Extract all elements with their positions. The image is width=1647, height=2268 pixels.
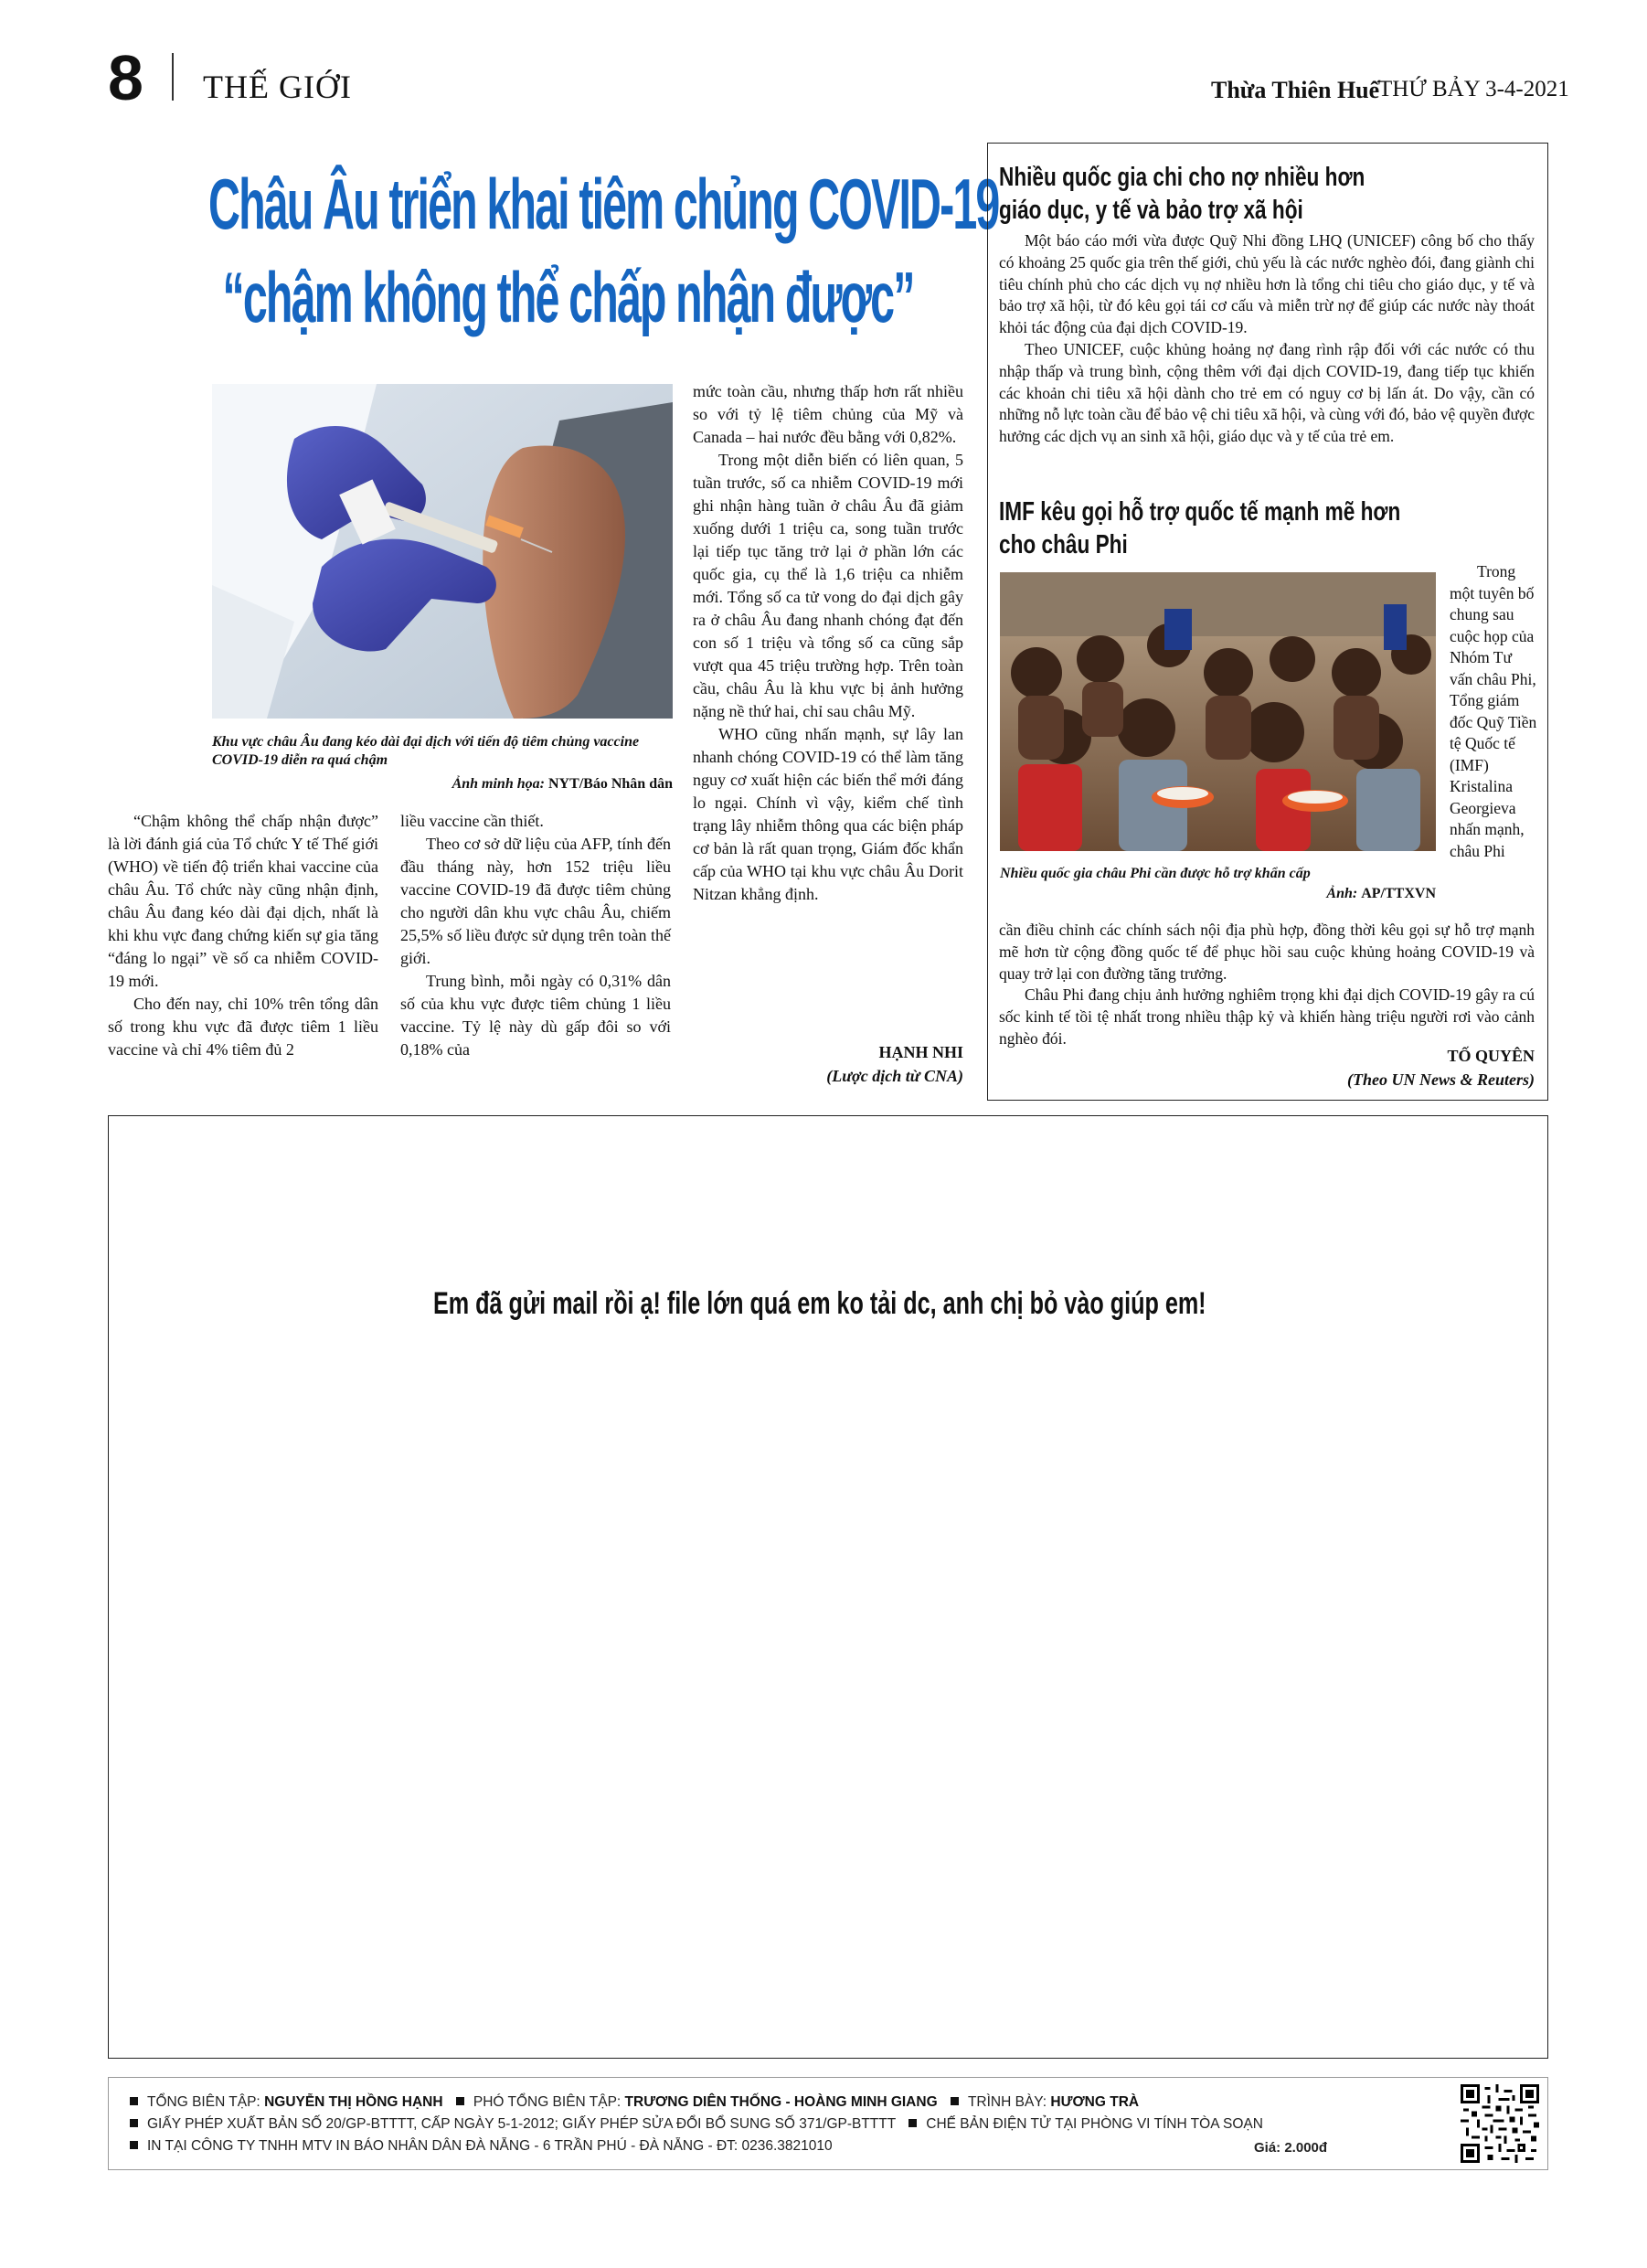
footer-printer: IN TẠI CÔNG TY TNHH MTV IN BÁO NHÂN DÂN ĐÀ NẴNG - 6 TRẦN PHÚ - ĐÀ NẴNG - ĐT: 0236.3821010 xyxy=(147,2138,833,2154)
sidebar-article2-headline xyxy=(999,495,1400,561)
paragraph: Cho đến nay, chỉ 10% trên tổng dân số trong khu vực đã được tiêm 1 liều vaccine và chỉ 4% tiêm đủ 2 xyxy=(108,995,378,1059)
section-name: THẾ GIỚI xyxy=(203,69,352,105)
footer-label: TỔNG BIÊN TẬP: xyxy=(147,2094,260,2110)
sidebar-article2-body xyxy=(999,920,1535,1050)
main-headline-line1: Châu Âu triển khai tiêm chủng COVID-19 xyxy=(208,164,999,244)
footer-line-1 xyxy=(121,2092,1139,2114)
footer-line-2 xyxy=(121,2114,1263,2135)
paragraph: Theo cơ sở dữ liệu của AFP, tính đến đầu tháng này, hơn 152 triệu liều vaccine COVID-19 đã được tiêm chủng cho người dân khu vực châu Âu, chiếm 25,5% số liều được sử dụng trên toàn thế giới. xyxy=(400,835,671,967)
header-divider xyxy=(172,53,174,101)
footer-label: PHÓ TỔNG BIÊN TẬP: xyxy=(473,2094,622,2110)
newspaper-name: Thừa Thiên Huế xyxy=(1211,77,1380,103)
paragraph: liều vaccine cần thiết. xyxy=(400,812,544,830)
main-headline-line2: “chậm không thể chấp nhận được” xyxy=(222,257,914,337)
paragraph: Một báo cáo mới vừa được Quỹ Nhi đồng LHQ (UNICEF) công bố cho thấy có khoảng 25 quốc gia trên thế giới, chủ yếu là các nước nghèo đói, đang giành chi tiêu chính phủ cho các dịch vụ nợ nhiều hơn là tổng chi tiêu cho giáo dục, y tế và bảo trợ xã hội, từ đó kêu gọi tái cơ cấu và miễn trừ nợ để giúp các nước này thoát khỏi tác động của đại dịch COVID-19. xyxy=(999,231,1535,337)
footer-prepress: CHẾ BẢN ĐIỆN TỬ TẠI PHÒNG VI TÍNH TÒA SOẠN xyxy=(926,2116,1263,2132)
issue-date: THỨ BẢY 3-4-2021 xyxy=(1378,77,1569,101)
footer-label: TRÌNH BÀY: xyxy=(967,2094,1047,2110)
vaccination-photo xyxy=(212,384,673,719)
sidebar-photo-caption: Nhiều quốc gia châu Phi cần được hỗ trợ khẩn cấp xyxy=(1000,866,1311,881)
paragraph: WHO cũng nhấn mạnh, sự lây lan nhanh chóng COVID-19 có thể làm tăng nguy cơ xuất hiện các biến thể mới đáng lo ngại. Chính vì vậy, kiểm chế tình trạng lây nhiễm thông qua các biện pháp cơ bản là rất quan trọng, Giám đốc khẩn cấp của WHO tại khu vực châu Âu Dorit Nitzan khẳng định. xyxy=(693,725,963,903)
paragraph: mức toàn cầu, nhưng thấp hơn rất nhiều so với tỷ lệ tiêm chủng của Mỹ và Canada – hai nước đều bằng với 0,82%. xyxy=(693,382,963,446)
sidebar-article2-source: (Theo UN News & Reuters) xyxy=(1347,1070,1535,1089)
main-article-source: (Lược dịch từ CNA) xyxy=(826,1067,963,1085)
sidebar-photo-credit-source: AP/TTXVN xyxy=(1361,886,1436,901)
footer-value: HƯƠNG TRÀ xyxy=(1050,2094,1140,2110)
paragraph: Trung bình, mỗi ngày có 0,31% dân số của khu vực được tiêm chủng 1 liều vaccine. Tỷ lệ này dù gấp đôi so với 0,18% của xyxy=(400,972,671,1059)
main-article-signature xyxy=(693,1040,963,1088)
africa-children-photo xyxy=(1000,572,1436,851)
sidebar-article1-body xyxy=(999,230,1535,448)
paragraph: Châu Phi đang chịu ảnh hưởng nghiêm trọng khi đại dịch COVID-19 gây ra cú sốc kinh tế tồi tệ nhất trong nhiều thập kỷ và khiến hàng triệu người rơi vào cảnh nghèo đói. xyxy=(999,985,1535,1048)
sidebar-article1-headline-line2: giáo dục, y tế và bảo trợ xã hội xyxy=(999,196,1303,225)
ad-placeholder-box xyxy=(108,1115,1548,2059)
sidebar-article2-author: TỐ QUYÊN xyxy=(1447,1047,1535,1065)
paragraph: Trong một diễn biến có liên quan, 5 tuần trước, số ca nhiễm COVID-19 mới ghi nhận hàng tuần ở châu Âu đã giảm xuống dưới 1 triệu ca, song tuần trước lại tiếp tục tăng trở lại ở phần lớn các quốc gia, cụ thể là 1,6 triệu ca nhiễm mới. Tổng số ca tử vong do đại dịch gây ra ở châu Âu đang nhanh chóng đạt đến con số 1 triệu và tổng số ca cũng sắp vượt qua 45 triệu trường hợp. Trên toàn cầu, châu Âu là khu vực bị ảnh hưởng nặng nề thứ hai, chỉ sau châu Mỹ. xyxy=(693,451,963,720)
sidebar-article1-headline-line1: Nhiều quốc gia chi cho nợ nhiều hơn xyxy=(999,163,1365,192)
footer-value: TRƯƠNG DIÊN THỐNG - HOÀNG MINH GIANG xyxy=(624,2094,938,2110)
paragraph: “Chậm không thể chấp nhận được” là lời đánh giá của Tổ chức Y tế Thế giới (WHO) về tiến độ triển khai vaccine của châu Âu. Tổ chức này cũng nhận định, châu Âu đang kéo dài đại dịch, nhất là khi khu vực đang chứng kiến sự gia tăng “đáng lo ngại” về số ca nhiễm COVID-19 mới. xyxy=(108,812,378,990)
main-photo-caption: Khu vực châu Âu đang kéo dài đại dịch với tiến độ tiêm chủng vaccine COVID-19 diễn ra quá chậm xyxy=(212,734,640,768)
main-article-column-1 xyxy=(108,810,378,1061)
main-headline xyxy=(208,157,999,344)
sidebar-photo-credit xyxy=(1000,885,1436,903)
sidebar-article2-headline-line1: IMF kêu gọi hỗ trợ quốc tế mạnh mẽ hơn xyxy=(999,497,1401,527)
paragraph: cần điều chỉnh các chính sách nội địa phù hợp, đồng thời kêu gọi sự hỗ trợ mạnh mẽ hơn từ cộng đồng quốc tế để phục hồi sau cuộc khủng hoảng COVID-19 và quay trở lại con đường tăng trưởng. xyxy=(999,921,1535,983)
main-photo-credit-source: NYT/Báo Nhân dân xyxy=(547,776,673,792)
main-photo-credit xyxy=(212,775,673,793)
main-article-column-3 xyxy=(693,380,963,906)
main-article-author: HẠNH NHI xyxy=(878,1043,963,1061)
footer-line-3 xyxy=(121,2135,833,2157)
paragraph: Theo UNICEF, cuộc khủng hoảng nợ đang rình rập đối với các nước có thu nhập thấp và trung bình, cộng thêm với đại dịch COVID-19, đang tiếp tục khiến các khoản chi tiêu xã hội dành cho trẻ em có nguy cơ bị lấn át. Do vậy, cần có những nỗ lực toàn cầu để bảo vệ chi tiêu xã hội, và cùng với đó, bảo vệ quyền được hưởng các dịch vụ an sinh xã hội, giáo dục và y tế của trẻ em. xyxy=(999,339,1535,446)
sidebar-photo-credit-label: Ảnh: xyxy=(1326,886,1358,901)
sidebar-article2-signature xyxy=(999,1044,1535,1091)
qr-code-icon xyxy=(1461,2084,1539,2163)
footer-value: NGUYỄN THỊ HỒNG HẠNH xyxy=(264,2094,443,2110)
footer-license: GIẤY PHÉP XUẤT BẢN SỐ 20/GP-BTTTT, CẤP NGÀY 5-1-2012; GIẤY PHÉP SỬA ĐỔI BỔ SUNG SỐ 371/GP-BTTTT xyxy=(147,2116,896,2132)
sidebar-article2-side-text: Trong một tuyên bố chung sau cuộc họp của Nhóm Tư vấn châu Phi, Tổng giám đốc Quỹ Tiền tệ Quốc tế (IMF) Kristalina Georgieva nhấn mạnh, châu Phi xyxy=(1450,562,1537,860)
sidebar-article2-headline-line2: cho châu Phi xyxy=(999,530,1128,559)
page-number: 8 xyxy=(108,42,143,113)
sidebar-article1-headline xyxy=(999,161,1365,227)
footer-price: Giá: 2.000đ xyxy=(1254,2140,1328,2156)
main-photo-credit-label: Ảnh minh họa: xyxy=(452,776,545,792)
ad-placeholder-text: Em đã gửi mail rồi ạ! file lớn quá em ko tải dc, anh chị bỏ vào giúp em! xyxy=(433,1286,1206,1321)
main-article-column-2 xyxy=(400,810,671,1061)
